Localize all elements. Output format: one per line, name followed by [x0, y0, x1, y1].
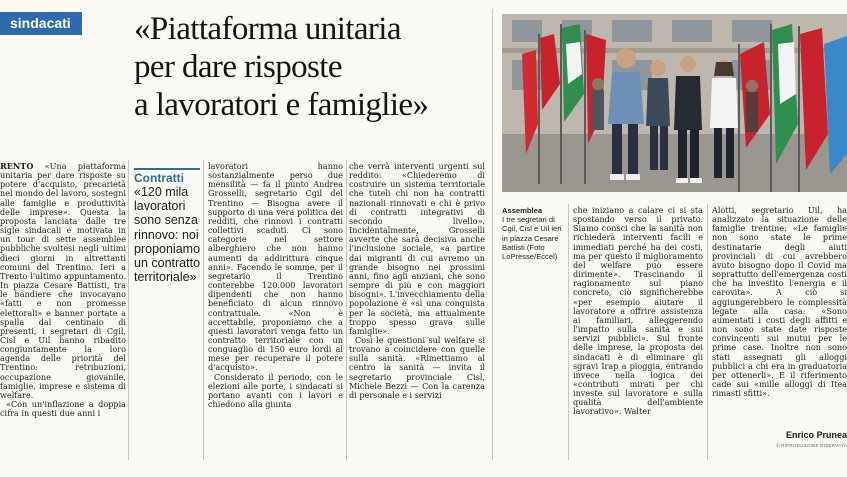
paragraph-text: «Una piattaforma unitaria per dare risposte su potere d'acquisto, precarietà nel mondo del lavoro, sostegni alle famiglie e produttività delle imprese». Questa la proposta lanciata dalle tre sigle sindacali e motivata in un tour di sette assemblee pubbliche svoltesi negli ultimi dieci giorni in altrettanti comuni del Trentino. Ieri a Trento l'ultimo appuntamento. In piazza Cesare Battisti, tra le bandiere che invocavano «fatti e non promesse elettorali» e banner portate a spalla dal centinaio di presenti, i segretari di Cgil, Cisl e Uil hanno ribadito congiuntamente la loro agenda delle priorità del Trentino: retribuzioni, occupazione giovanile, famiglie, imprese e sistema di welfare.: [0, 162, 126, 400]
dateline: RENTO: [0, 162, 34, 171]
sidebar-label: Contratti: [134, 171, 184, 185]
article-paragraph: lavoratori hanno sostanzialmente perso due mensilità — fa il punto Andrea Grosselli, segretario Cgil del Trentino — Bisogna avere il supporto di una vera politica dei redditi, che rinnovi i contratti collettivi scaduti. Ci sono categorie nel settore alberghiero che non hanno aumenti da addirittura cinque anni». Facendo le somme, per il segretario il Trentino conterebbe 120.000 lavoratori dipendenti che non hanno beneficiato di alcun rinnovo contrattuale. «Non è accettabile, proponiamo che a questi lavoratori venga fatto un contratto territoriale con un conguaglio di 150 euro lordi al mese per recuperare il potere d'acquisto».: [208, 162, 343, 373]
article-paragraph: [0, 162, 126, 400]
headline-line-3: a lavoratori e famiglie»: [134, 87, 429, 123]
column-divider: [346, 160, 347, 460]
column-divider: [128, 160, 129, 460]
article-column-3: [349, 162, 485, 462]
article-column-4: [573, 206, 703, 462]
article-paragraph: Così le questioni sul welfare si trovano a coincidere con quelle sulla sanità. «Rimettiamo al centro la sanità — invita il segretario provinciale Cisl, Michele Bezzi — Con la carenza di personale e i servizi: [349, 334, 485, 400]
article-photo: [502, 14, 847, 192]
article-column-5: [712, 206, 847, 428]
column-divider: [568, 204, 569, 460]
rights-notice: © RIPRODUZIONE RISERVATA: [776, 443, 847, 448]
caption-title: Assemblea: [502, 206, 543, 215]
section-tag: sindacati: [0, 12, 82, 35]
article-paragraph: che iniziano a calare ci si sta spostando verso il privato. Siamo consci che la sanità non richiederà interventi facili e immediati perché ha dei costi, ma per questo il miglioramento del welfare può essere dirimente». Trascinando il ragionamento sul piano concreto, ciò significherebbe «per esempio aiutare il lavoratore a offrire assistenza ai familiari, alleggerendo l'impatto sulla sanità e sui servizi pubblici». Sul fronte delle imprese, la proposta dei sindacati è di eliminare gli sgravi Irap a pioggia, entrando invece nella logica dei «contributi mirati per chi investe sul lavoratore e sulla qualità dell'ambiente lavorativo». Walter: [573, 206, 703, 417]
sidebar-rule: [134, 168, 200, 170]
caption-text: I tre segretari di Cgil, Cisl e Uil ieri in piazza Cesare Battisti (Foto LoPresse/Eccel): [502, 215, 562, 262]
headline-line-2: per dare risposte: [134, 49, 342, 85]
column-divider: [492, 10, 493, 460]
column-divider: [707, 204, 708, 460]
headline: [134, 10, 504, 124]
article-paragraph: che verrà interventi urgenti sul reddito: «Chiederemo di costruire un sistema territoriale che tuteli chi non ha contratti nazionali rinnovati e chi è privo di contratti integrativi di secondo livello». Incidentalmente, Grosselli avverte che sarà decisiva anche l'inclusione sociale, «a partire dai migranti di cui avremo un grande bisogno nei prossimi anni, fino agli anziani, che sono sempre di più e con maggiori bisogni». L'invecchiamento della popolazione è «sì una conquista per la società, ma attualmente troppo spesso grava sulle famiglie».: [349, 162, 485, 336]
author-signature: Enrico Prunea: [785, 430, 847, 440]
sidebar-quote: «120 mila lavoratori sono senza rinnovo: noi proponiamo un contratto territoriale»: [134, 185, 201, 285]
photo-caption: [502, 206, 566, 261]
article-paragraph: Considerato il periodo, con le elezioni alle porte, i sindacati si portano avanti con i lavori e chiedono alla giunta: [208, 371, 343, 410]
headline-line-1: «Piattaforma unitaria: [134, 11, 401, 47]
article-column-2: [208, 162, 343, 462]
article-paragraph: Alotti, segretario Uil, ha analizzato la situazione delle famiglie trentine: «Le famiglie non sono state le prime destinatarie degli aiuti provinciali di cui avrebbero avuto bisogno dopo il Covid ma soprattutto dell'emergenza costi che ha investito l'energia e il carovita». A ciò si aggiungerebbero le complessità legate alla casa: «Sono aumentati i costi degli affitti e non sono state date risposte convincenti sui mutui per le prime case. Inoltre non sono stati assegnati gli alloggi pubblici a chi era in graduatoria per ottenerli». E il riferimento cade sui «mille alloggi di Itea rimasti sfitti».: [712, 206, 847, 399]
column-divider: [203, 160, 204, 460]
article-paragraph: «Con un'inflazione a doppia cifra in questi due anni i: [0, 399, 126, 419]
sidebar-quote-box: [134, 171, 200, 284]
article-column-1: [0, 162, 126, 462]
photo-illustration: [502, 14, 847, 192]
